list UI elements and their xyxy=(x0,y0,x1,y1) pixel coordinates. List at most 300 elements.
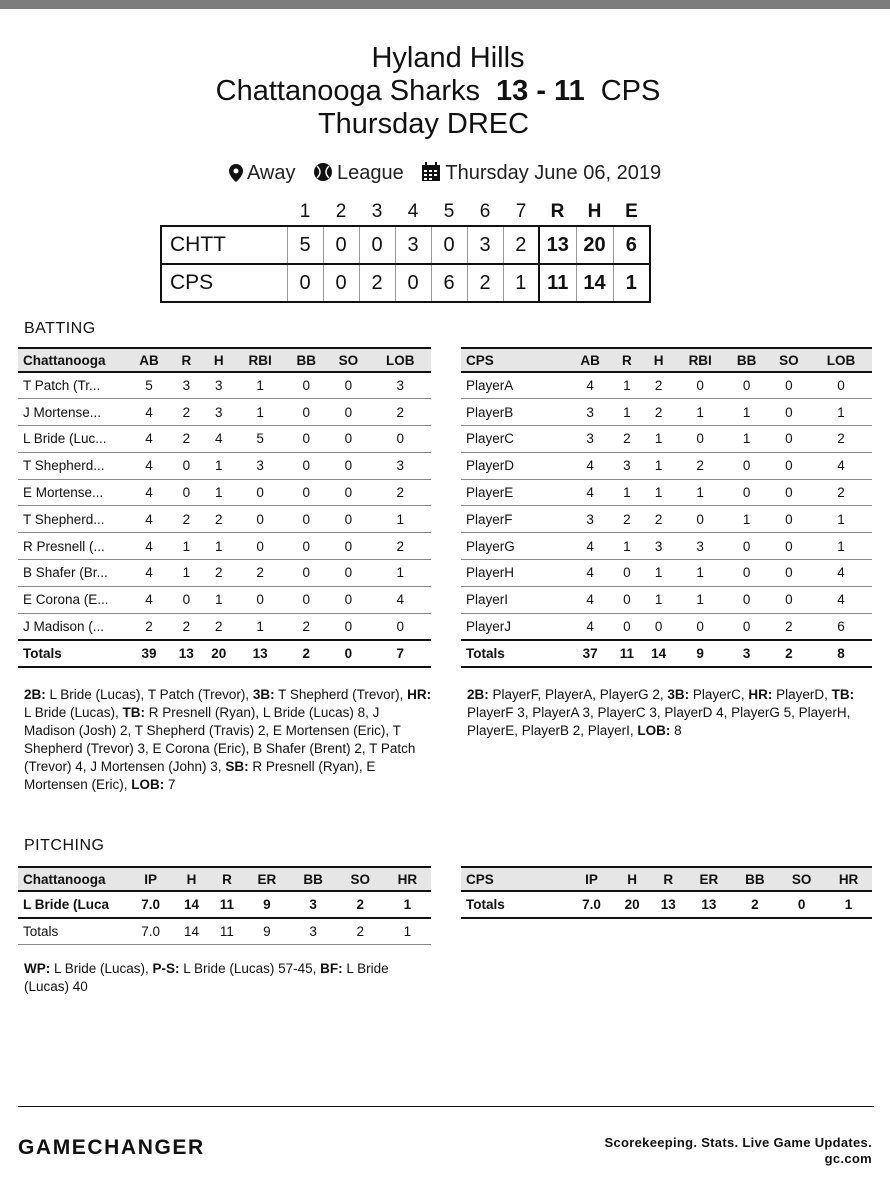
note-text: 7 xyxy=(164,777,176,792)
inning-runs: 0 xyxy=(431,226,467,264)
stat-cell: 2 xyxy=(170,613,202,640)
stat-cell: 2 xyxy=(642,399,675,426)
stat-cell: 1 xyxy=(810,506,872,533)
total-cell: 7 xyxy=(369,640,431,667)
stat-cell: 0 xyxy=(611,586,642,613)
stat-cell: 1 xyxy=(642,426,675,453)
column-header: H xyxy=(173,867,209,891)
stat-cell: 3 xyxy=(203,399,235,426)
stat-cell: 2 xyxy=(337,891,384,918)
stat-cell: 3 xyxy=(611,452,642,479)
column-header: LOB xyxy=(810,348,872,372)
note-label: WP: xyxy=(24,961,51,976)
column-header: HR xyxy=(384,867,431,891)
total-cell: 2 xyxy=(337,918,384,945)
total-cell: 39 xyxy=(128,640,170,667)
note-label: P-S: xyxy=(152,961,180,976)
column-header: HR xyxy=(825,867,872,891)
note-text: L Bride (Lucas) 40 xyxy=(24,961,389,994)
stat-cell: 1 xyxy=(170,560,202,587)
column-header: AB xyxy=(128,348,170,372)
stat-cell: 6 xyxy=(810,613,872,640)
inning-header: 5 xyxy=(443,200,455,222)
stat-cell: 2 xyxy=(810,479,872,506)
stat-cell: 3 xyxy=(235,452,285,479)
stat-cell: 11 xyxy=(210,891,245,918)
column-header: H xyxy=(642,348,675,372)
total-cell: 2 xyxy=(731,891,778,918)
footer-url: gc.com xyxy=(824,1151,872,1166)
stat-cell: 5 xyxy=(235,426,285,453)
inning-runs: 0 xyxy=(287,264,323,302)
note-text: PlayerF 3, PlayerA 3, PlayerC 3, PlayerD 4, PlayerG 5, PlayerH, PlayerE, PlayerB 2, PlayerI, xyxy=(467,705,851,738)
player-name: T Shepherd... xyxy=(18,506,128,533)
team-column-header: CPS xyxy=(461,348,569,372)
stat-cell: 0 xyxy=(675,613,725,640)
game-meta xyxy=(0,162,890,185)
note-text: L Bride (Lucas), xyxy=(50,961,153,976)
note-text: 8 xyxy=(670,723,682,738)
column-header: SO xyxy=(327,348,369,372)
stat-cell: 2 xyxy=(642,506,675,533)
stat-cell: 4 xyxy=(569,560,611,587)
player-name: PlayerB xyxy=(461,399,569,426)
column-header: BB xyxy=(725,348,767,372)
stat-cell: 4 xyxy=(569,479,611,506)
stat-cell: 2 xyxy=(810,426,872,453)
footer-divider xyxy=(18,1106,874,1107)
stat-cell: 1 xyxy=(369,560,431,587)
player-name: PlayerE xyxy=(461,479,569,506)
column-header: R xyxy=(210,867,245,891)
stat-cell: 1 xyxy=(384,891,431,918)
stat-cell: 1 xyxy=(675,479,725,506)
stat-cell: 0 xyxy=(611,560,642,587)
total-cell: 11 xyxy=(611,640,642,667)
column-header: IP xyxy=(128,867,173,891)
inning-runs: 2 xyxy=(359,264,395,302)
player-name: T Shepherd... xyxy=(18,452,128,479)
column-header: SO xyxy=(778,867,825,891)
totals-label: Totals xyxy=(18,918,128,945)
stat-cell: 1 xyxy=(170,533,202,560)
note-text: T Shepherd (Trevor), xyxy=(274,687,408,702)
column-header: ER xyxy=(686,867,731,891)
stat-cell: 4 xyxy=(128,479,170,506)
totals-row xyxy=(18,918,431,945)
totals-row xyxy=(18,640,431,667)
stat-cell: 4 xyxy=(569,452,611,479)
total-cell: 7.0 xyxy=(569,891,614,918)
stat-cell: 1 xyxy=(810,533,872,560)
line-score-header xyxy=(161,198,650,226)
stat-cell: 4 xyxy=(128,533,170,560)
stat-cell: 4 xyxy=(810,586,872,613)
table-row xyxy=(18,613,431,640)
stat-cell: 0 xyxy=(285,399,327,426)
team-column-header: Chattanooga xyxy=(18,867,128,891)
totals-label: Totals xyxy=(461,640,569,667)
stat-cell: 0 xyxy=(327,506,369,533)
stat-cell: 1 xyxy=(810,399,872,426)
inning-runs: 2 xyxy=(503,226,539,264)
team-column-header: CPS xyxy=(461,867,569,891)
stat-cell: 4 xyxy=(569,533,611,560)
total-cell: 8 xyxy=(810,640,872,667)
column-header: R xyxy=(650,867,686,891)
note-text: PlayerF, PlayerA, PlayerG 2, xyxy=(488,687,668,702)
player-name: PlayerG xyxy=(461,533,569,560)
pitching-section-title: PITCHING xyxy=(24,837,105,854)
stat-cell: 3 xyxy=(569,506,611,533)
stat-cell: 1 xyxy=(675,560,725,587)
stat-cell: 3 xyxy=(569,426,611,453)
total-cell: 0 xyxy=(778,891,825,918)
stat-cell: 0 xyxy=(235,533,285,560)
column-header: AB xyxy=(569,348,611,372)
stat-cell: 4 xyxy=(128,426,170,453)
table-row xyxy=(18,586,431,613)
inning-runs: 2 xyxy=(467,264,503,302)
table-row xyxy=(461,426,872,453)
stat-cell: 0 xyxy=(611,613,642,640)
stat-cell: 1 xyxy=(642,560,675,587)
table-row xyxy=(461,479,872,506)
stat-cell: 1 xyxy=(725,506,767,533)
table-row xyxy=(461,560,872,587)
stat-cell: 2 xyxy=(642,372,675,399)
gamechanger-logo: GAMECHANGER xyxy=(18,1136,205,1159)
table-row xyxy=(18,372,431,399)
event-name: Thursday DREC xyxy=(317,108,530,140)
player-name: PlayerC xyxy=(461,426,569,453)
table-row xyxy=(461,586,872,613)
stat-cell: 0 xyxy=(327,560,369,587)
player-name: PlayerF xyxy=(461,506,569,533)
stat-cell: 0 xyxy=(725,613,767,640)
column-header: SO xyxy=(768,348,810,372)
inning-runs: 6 xyxy=(431,264,467,302)
stat-cell: 0 xyxy=(170,479,202,506)
inning-header: 2 xyxy=(335,200,347,222)
note-text: PlayerD, xyxy=(772,687,832,702)
hits-header: H xyxy=(587,200,602,222)
inning-header: 6 xyxy=(479,200,491,222)
pitching-table-away xyxy=(461,866,872,919)
line-score-row xyxy=(161,226,650,264)
inning-runs: 1 xyxy=(503,264,539,302)
table-row xyxy=(461,506,872,533)
stat-cell: 4 xyxy=(369,586,431,613)
top-bar xyxy=(0,0,890,9)
stat-cell: 14 xyxy=(173,891,209,918)
stat-cell: 2 xyxy=(369,399,431,426)
stat-cell: 0 xyxy=(285,533,327,560)
stat-cell: 3 xyxy=(569,399,611,426)
table-row xyxy=(18,479,431,506)
column-header: RBI xyxy=(235,348,285,372)
stat-cell: 2 xyxy=(203,560,235,587)
table-row xyxy=(18,891,431,918)
team-column-header: Chattanooga xyxy=(18,348,128,372)
stat-cell: 4 xyxy=(128,452,170,479)
total-cell: 13 xyxy=(650,891,686,918)
stat-cell: 0 xyxy=(285,479,327,506)
player-name: PlayerJ xyxy=(461,613,569,640)
away-team-name: CPS xyxy=(600,75,661,107)
player-name: L Bride (Luc... xyxy=(18,426,128,453)
stat-cell: 9 xyxy=(244,891,289,918)
footer-tagline xyxy=(605,1135,872,1167)
date-label: Thursday June 06, 2019 xyxy=(445,162,662,184)
total-hits: 14 xyxy=(576,264,613,302)
stat-cell: 0 xyxy=(725,533,767,560)
total-cell: 2 xyxy=(768,640,810,667)
table-header-row xyxy=(461,348,872,372)
total-cell: 2 xyxy=(285,640,327,667)
stat-cell: 0 xyxy=(768,586,810,613)
game-type-meta xyxy=(313,162,409,184)
stat-cell: 4 xyxy=(128,399,170,426)
stat-cell: 2 xyxy=(170,506,202,533)
total-hits: 20 xyxy=(576,226,613,264)
player-name: J Mortense... xyxy=(18,399,128,426)
stat-cell: 2 xyxy=(675,452,725,479)
stat-cell: 2 xyxy=(611,506,642,533)
player-name: E Corona (E... xyxy=(18,586,128,613)
inning-runs: 0 xyxy=(323,264,359,302)
player-name: E Mortense... xyxy=(18,479,128,506)
stat-cell: 0 xyxy=(725,586,767,613)
stat-cell: 0 xyxy=(675,506,725,533)
total-errors: 6 xyxy=(613,226,650,264)
stat-cell: 4 xyxy=(569,586,611,613)
stat-cell: 1 xyxy=(369,506,431,533)
total-cell: 14 xyxy=(173,918,209,945)
total-cell: 14 xyxy=(642,640,675,667)
runs-header: R xyxy=(550,200,565,222)
total-cell: 3 xyxy=(725,640,767,667)
note-text: R Presnell (Ryan), E Mortensen (Eric), xyxy=(24,759,376,792)
note-label: SB: xyxy=(225,759,249,774)
table-row xyxy=(461,399,872,426)
table-header-row xyxy=(18,348,431,372)
stat-cell: 1 xyxy=(235,613,285,640)
inning-header: 4 xyxy=(407,200,419,222)
stat-cell: 0 xyxy=(285,560,327,587)
note-label: TB: xyxy=(122,705,146,720)
stat-cell: 2 xyxy=(203,613,235,640)
inning-header: 3 xyxy=(371,200,383,222)
player-name: PlayerD xyxy=(461,452,569,479)
table-row xyxy=(461,613,872,640)
stat-cell: 4 xyxy=(810,560,872,587)
stat-cell: 0 xyxy=(725,372,767,399)
stat-cell: 0 xyxy=(768,372,810,399)
column-header: LOB xyxy=(369,348,431,372)
note-label: LOB: xyxy=(131,777,165,792)
table-row xyxy=(461,533,872,560)
tagline-text: Scorekeeping. Stats. Live Game Updates. xyxy=(604,1135,872,1150)
note-label: 2B: xyxy=(24,687,46,702)
stat-cell: 2 xyxy=(611,426,642,453)
note-text: L Bride (Lucas), xyxy=(24,705,123,720)
total-runs: 11 xyxy=(539,264,576,302)
line-score-team: CHTT xyxy=(161,226,287,264)
stat-cell: 1 xyxy=(675,399,725,426)
table-header-row xyxy=(461,867,872,891)
stat-cell: 1 xyxy=(611,399,642,426)
stat-cell: 0 xyxy=(725,560,767,587)
player-name: PlayerA xyxy=(461,372,569,399)
total-cell: 20 xyxy=(614,891,650,918)
stat-cell: 4 xyxy=(128,586,170,613)
stat-cell: 0 xyxy=(327,613,369,640)
column-header: BB xyxy=(731,867,778,891)
stat-cell: 2 xyxy=(203,506,235,533)
note-label: HR: xyxy=(407,687,432,702)
stat-cell: 0 xyxy=(170,586,202,613)
stat-cell: 1 xyxy=(642,479,675,506)
column-header: BB xyxy=(290,867,337,891)
note-label: BF: xyxy=(320,961,343,976)
stat-cell: 4 xyxy=(203,426,235,453)
stat-cell: 1 xyxy=(203,479,235,506)
batting-table-home xyxy=(18,347,431,668)
stat-cell: 2 xyxy=(369,533,431,560)
batting-notes-home xyxy=(24,686,434,794)
pitcher-name: L Bride (Luca xyxy=(18,891,128,918)
stat-cell: 0 xyxy=(369,426,431,453)
stat-cell: 0 xyxy=(285,506,327,533)
table-row xyxy=(18,560,431,587)
stat-cell: 1 xyxy=(235,372,285,399)
column-header: IP xyxy=(569,867,614,891)
note-text: L Bride (Lucas), T Patch (Trevor), xyxy=(45,687,253,702)
column-header: SO xyxy=(337,867,384,891)
stat-cell: 0 xyxy=(675,372,725,399)
stat-cell: 2 xyxy=(128,613,170,640)
inning-header: 1 xyxy=(299,200,311,222)
player-name: R Presnell (... xyxy=(18,533,128,560)
stat-cell: 1 xyxy=(675,586,725,613)
inning-runs: 3 xyxy=(467,226,503,264)
stat-cell: 0 xyxy=(327,533,369,560)
table-row xyxy=(18,506,431,533)
table-row xyxy=(18,399,431,426)
stat-cell: 1 xyxy=(725,399,767,426)
line-score-row xyxy=(161,264,650,302)
total-cell: 3 xyxy=(290,918,337,945)
pitching-table-home xyxy=(18,866,431,945)
stat-cell: 1 xyxy=(203,533,235,560)
stat-cell: 0 xyxy=(235,506,285,533)
totals-label: Totals xyxy=(461,891,569,918)
note-label: 3B: xyxy=(252,687,275,702)
stat-cell: 4 xyxy=(128,506,170,533)
stat-cell: 0 xyxy=(810,372,872,399)
line-score-table xyxy=(160,198,651,303)
stat-cell: 2 xyxy=(170,399,202,426)
note-label: HR: xyxy=(748,687,773,702)
venue-title: Hyland Hills xyxy=(371,42,525,74)
total-cell: 7.0 xyxy=(128,918,173,945)
table-row xyxy=(461,372,872,399)
table-row xyxy=(461,452,872,479)
table-row xyxy=(18,533,431,560)
total-cell: 37 xyxy=(569,640,611,667)
total-cell: 13 xyxy=(170,640,202,667)
stat-cell: 1 xyxy=(203,586,235,613)
column-header: ER xyxy=(244,867,289,891)
stat-cell: 4 xyxy=(810,452,872,479)
stat-cell: 1 xyxy=(611,479,642,506)
note-label: 2B: xyxy=(467,687,489,702)
stat-cell: 0 xyxy=(285,372,327,399)
final-score: 13 - 11 xyxy=(496,75,585,107)
stat-cell: 0 xyxy=(327,372,369,399)
stat-cell: 3 xyxy=(290,891,337,918)
total-cell: 9 xyxy=(675,640,725,667)
total-cell: 11 xyxy=(210,918,245,945)
stat-cell: 1 xyxy=(611,533,642,560)
column-header: H xyxy=(614,867,650,891)
stat-cell: 3 xyxy=(675,533,725,560)
note-text: L Bride (Lucas) 57-45, xyxy=(179,961,321,976)
inning-runs: 5 xyxy=(287,226,323,264)
stat-cell: 0 xyxy=(285,426,327,453)
total-cell: 20 xyxy=(203,640,235,667)
stat-cell: 0 xyxy=(327,399,369,426)
stat-cell: 3 xyxy=(203,372,235,399)
stat-cell: 0 xyxy=(327,586,369,613)
stat-cell: 0 xyxy=(285,452,327,479)
calendar-icon xyxy=(421,162,441,182)
total-cell: 0 xyxy=(327,640,369,667)
stat-cell: 2 xyxy=(285,613,327,640)
stat-cell: 2 xyxy=(170,426,202,453)
stat-cell: 7.0 xyxy=(128,891,173,918)
stat-cell: 0 xyxy=(327,479,369,506)
stat-cell: 1 xyxy=(203,452,235,479)
stat-cell: 0 xyxy=(327,452,369,479)
column-header: R xyxy=(611,348,642,372)
total-cell: 13 xyxy=(686,891,731,918)
total-cell: 13 xyxy=(235,640,285,667)
player-name: PlayerH xyxy=(461,560,569,587)
stat-cell: 0 xyxy=(675,426,725,453)
player-name: PlayerI xyxy=(461,586,569,613)
batting-table-away xyxy=(461,347,872,668)
column-header: H xyxy=(203,348,235,372)
stat-cell: 4 xyxy=(569,613,611,640)
total-errors: 1 xyxy=(613,264,650,302)
stat-cell: 1 xyxy=(642,586,675,613)
inning-runs: 3 xyxy=(395,226,431,264)
note-label: TB: xyxy=(831,687,855,702)
total-cell: 9 xyxy=(244,918,289,945)
stat-cell: 1 xyxy=(235,399,285,426)
total-cell: 1 xyxy=(384,918,431,945)
stat-cell: 0 xyxy=(768,399,810,426)
total-cell: 1 xyxy=(825,891,872,918)
totals-label: Totals xyxy=(18,640,128,667)
inning-runs: 0 xyxy=(323,226,359,264)
note-label: LOB: xyxy=(637,723,671,738)
note-text: PlayerC, xyxy=(689,687,749,702)
note-text: R Presnell (Ryan), L Bride (Lucas) 8, J Madison (Josh) 2, T Shepherd (Travis) 2, E Mortensen (Eric), T Shepherd (Trevor) 3, E Corona (Eric), B Shafer (Brent) 2, T Patch (Trevor) 4, J Mortensen (John) 3, xyxy=(24,705,416,774)
game-header xyxy=(0,42,890,141)
